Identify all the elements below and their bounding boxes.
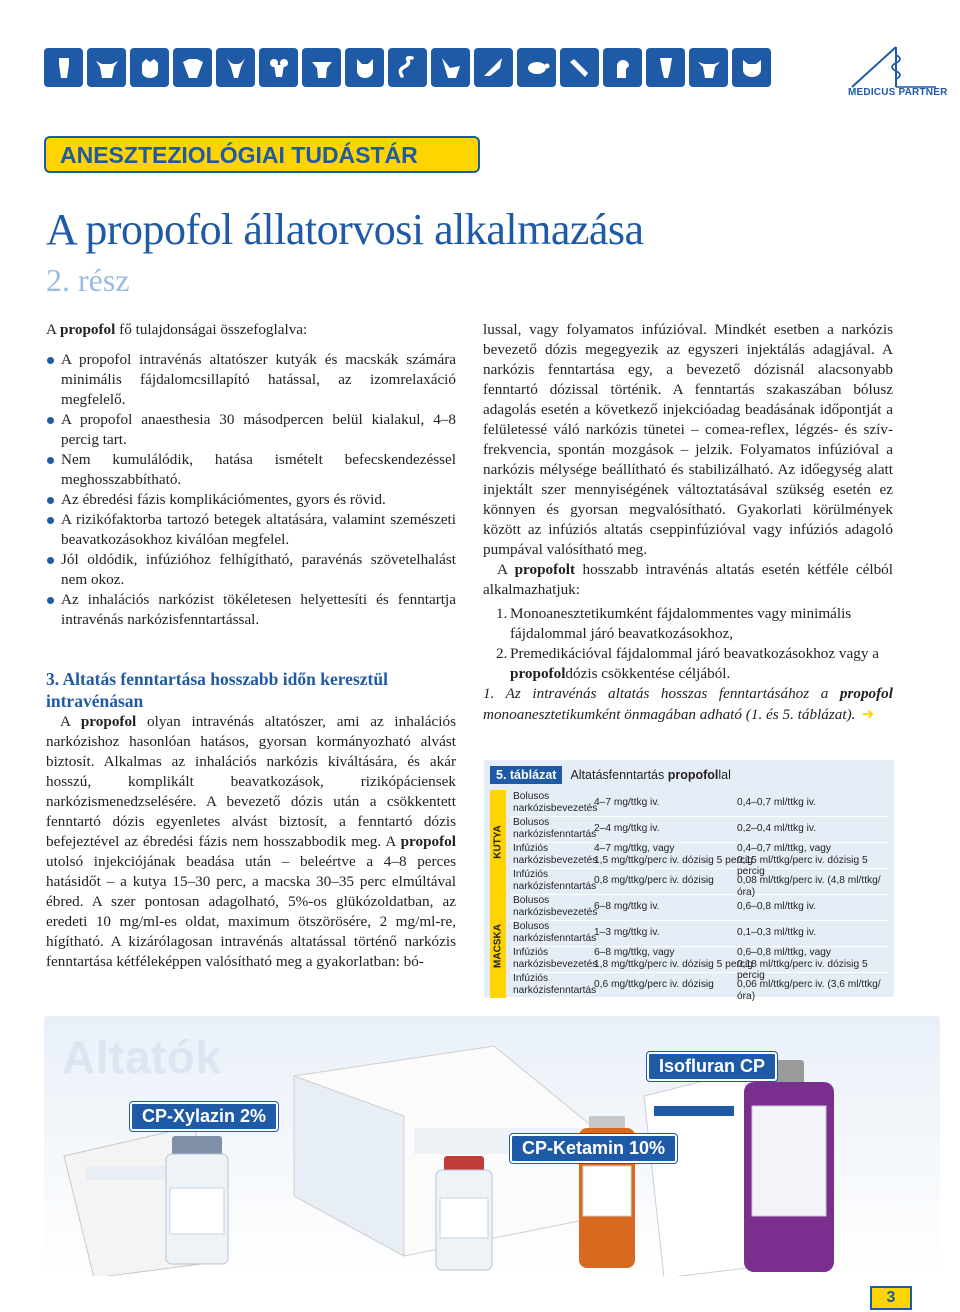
cell-text: Bolusos xyxy=(513,817,550,828)
note-text: monoanesztetikumként önmagában adható (1. és 5. táblázat). xyxy=(483,706,856,723)
cell-text: Infúziós xyxy=(513,947,549,958)
list-item: Jól oldódik, infúzióhoz felhígítható, paravénás szövetelhalást nem okoz. xyxy=(46,550,456,590)
table-number: 5. táblázat xyxy=(490,766,562,784)
snake-icon xyxy=(388,48,427,87)
cell-text: narkózisbevezetés xyxy=(513,854,598,866)
cell-text: 6–8 mg/ttkg, vagy xyxy=(594,947,675,958)
table-cell-type xyxy=(513,791,597,814)
brand-logo xyxy=(848,40,948,100)
body-paragraph: lussal, vagy folyamatos infúzióval. Mindkét esetben a narkózis bevezető dózis megegyezik az egyszeri injektálás adagjával. A narkózis fenntartása egy, a bevezető dózisnál alacsonyabb fenntartó dózissal történik. A fenntartás szakaszában bólusz adagolás esetén a következő injekcióadag beadásának időpontját a felületessé váló narkózis tünetei – comea-reflex, légzés- és szív-frekvencia, spontán mozgások – jelzik. Folyamatos infúzióval a narkózis mélysége beállítható és stabilizálható. Az időegység alatt injektált szer mennyiségének változtatásával szükség esetén ez könnyen és gyorsan megvalósítható. Gyakorlati körülmények között az infúziós altatás cseppinfúzióval vagy infúziós adagoló pumpával valósítható meg. xyxy=(483,321,893,558)
species-text: KUTYA xyxy=(492,825,504,859)
cell-text: Infúziós xyxy=(513,869,549,880)
table-row xyxy=(510,868,888,898)
right-column xyxy=(483,320,893,725)
cell-text: narkózisfenntartás xyxy=(513,828,597,840)
cell-text: Infúziós xyxy=(513,973,549,984)
species-icon-bar xyxy=(44,48,771,87)
table-row xyxy=(510,920,888,947)
table-cell-type xyxy=(513,843,597,866)
cow-head-icon xyxy=(689,48,728,87)
table-cell-volume: 0,6–0,8 ml/ttkg iv. xyxy=(737,901,817,912)
table-cell-dose: 4–7 mg/ttkg iv. xyxy=(594,797,660,808)
cell-text: 0,15 ml/ttkg/perc iv. dózisig 5 percig xyxy=(737,854,868,877)
body-keyword: propofol xyxy=(80,713,137,730)
table-row xyxy=(510,894,888,921)
cell-text: 4–7 mg/ttkg, vagy xyxy=(594,843,675,854)
table-cell-volume: 0,08 ml/ttkg/perc iv. (4,8 ml/ttkg/óra) xyxy=(737,875,881,898)
species-label-cat xyxy=(490,894,506,998)
ferret-icon xyxy=(560,48,599,87)
purpose-list xyxy=(483,604,893,684)
section-heading-text: Altatás fenntartása hosszabb időn keresztül intravénásan xyxy=(46,669,388,711)
cell-text: 0,6–0,8 ml/ttkg, vagy xyxy=(737,947,832,958)
cat-icon xyxy=(345,48,384,87)
list-number: 1. xyxy=(496,605,508,622)
intro-text-rest: fő tulajdonságai összefoglalva: xyxy=(115,321,308,338)
dosage-table-header xyxy=(490,764,731,786)
table-cell-dose xyxy=(594,947,753,970)
cell-text: 1,5 mg/ttkg/perc iv. dózisig 5 percig xyxy=(594,854,753,866)
table-cell-volume: 0,2–0,4 ml/ttkg iv. xyxy=(737,823,817,834)
turtle-icon xyxy=(517,48,556,87)
table-title-text: Altatásfenntartás xyxy=(570,768,668,782)
brand-name: MEDICUS PARTNER xyxy=(848,87,948,98)
intro-text: A xyxy=(46,321,60,338)
cell-text: 0,18 ml/ttkg/perc iv. dózisig 5 percig xyxy=(737,958,868,981)
cow-icon xyxy=(87,48,126,87)
note-keyword: propofol xyxy=(839,685,893,702)
table-cell-dose: 0,8 mg/ttkg/perc iv. dózisig xyxy=(594,875,714,886)
body-paragraph xyxy=(483,560,893,600)
page-number: 3 xyxy=(870,1286,912,1310)
list-number: 2. xyxy=(496,645,508,662)
list-text: dózis csökkentése céljából. xyxy=(565,665,731,682)
cell-text: narkózisbevezetés xyxy=(513,958,598,970)
table-row xyxy=(510,946,888,981)
list-item xyxy=(483,644,893,684)
table-row xyxy=(510,816,888,843)
list-keyword: propofol xyxy=(510,665,566,682)
product-tag-xylazin: CP-Xylazin 2% xyxy=(130,1102,278,1131)
page-subtitle: 2. rész xyxy=(46,262,130,298)
table-cell-type xyxy=(513,895,597,918)
species-text: MACSKA xyxy=(492,924,504,968)
hoof-icon xyxy=(646,48,685,87)
products-illustration xyxy=(44,1016,940,1276)
note-text: 1. Az intravénás altatás hosszas fenntartásához a xyxy=(483,685,840,702)
table-title-text: lal xyxy=(718,768,731,782)
list-text: Monoanesztetikumként fájdalommentes vagy minimális fájdalommal járó beavatkozásokhoz, xyxy=(510,605,852,642)
table-cell-type xyxy=(513,817,596,840)
cell-text: narkózisfenntartás xyxy=(513,880,597,892)
cell-text: Bolusos xyxy=(513,895,550,906)
section-heading-number: 3. xyxy=(46,669,60,689)
pig-icon xyxy=(130,48,169,87)
intro-paragraph xyxy=(46,320,456,340)
list-item: Az ébredési fázis komplikációmentes, gyors és rövid. xyxy=(46,490,456,510)
products-title: Altatók xyxy=(62,1031,222,1083)
parrot-icon xyxy=(603,48,642,87)
table-cell-dose: 2–4 mg/ttkg iv. xyxy=(594,823,660,834)
table-cell-dose xyxy=(594,843,753,866)
cell-text: Bolusos xyxy=(513,921,550,932)
list-item: A rizikófaktorba tartozó betegek altatására, valamint szemészeti beavatkozásokhoz kiválóan megfelel. xyxy=(46,510,456,550)
sheep-icon xyxy=(259,48,298,87)
section-tag-label: ANESZTEZIOLÓGIAI TUDÁSTÁR xyxy=(60,142,418,168)
bird-icon xyxy=(474,48,513,87)
ketamin-vial xyxy=(436,1156,492,1270)
dog-icon xyxy=(173,48,212,87)
body-keyword: propofol xyxy=(400,833,456,850)
products-panel xyxy=(44,1016,940,1276)
table-cell-dose: 6–8 mg/ttkg iv. xyxy=(594,901,660,912)
table-cell-type xyxy=(513,921,596,944)
body-text: hosszabb intravénás altatás esetén kétféle célból alkalmazhatjuk: xyxy=(483,561,893,598)
body-text: A xyxy=(497,561,515,578)
cell-text: narkózisfenntartás xyxy=(513,984,597,996)
list-item: A propofol intravénás altatószer kutyák és macskák számára minimális fájdalomcsillapító hatással, az izomrelaxáció megfelelő. xyxy=(46,350,456,410)
species-label-dog xyxy=(490,790,506,894)
table-title-keyword: propofol xyxy=(667,768,719,782)
table-cell-volume: 0,1–0,3 ml/ttkg iv. xyxy=(737,927,817,938)
cell-text: 1,8 mg/ttkg/perc iv. dózisig 5 percig xyxy=(594,958,753,970)
table-cell-volume: 0,4–0,7 ml/ttkg iv. xyxy=(737,797,817,808)
cell-text: 0,4–0,7 ml/ttkg, vagy xyxy=(737,843,832,854)
table-cell-type xyxy=(513,947,597,970)
table-note xyxy=(483,684,893,725)
body-text: olyan intravénás altatószer, ami az inhalációs narkózishoz hasonlóan hatásos, gyorsan kormányozható alvást biztosít. Alkalmas az inhalációs narkózis kiváltására, és akár hosszú, komplikált beavatkozások, rizikópáciensek narkózismenedzselésére. A bevezető dózis után a csökkentett fenntartó dózis egyenletes alvást biztosít, a fenntartó dózis befejeztével az ébredési fázis nem hosszabbodik meg. A xyxy=(46,713,456,850)
cell-text: narkózisbevezetés xyxy=(513,906,598,918)
property-list xyxy=(46,350,456,630)
xylazin-vial xyxy=(166,1136,228,1264)
cattle-icon xyxy=(302,48,341,87)
page-title: A propofol állatorvosi alkalmazása xyxy=(46,205,644,254)
list-text: Premedikációval fájdalommal járó beavatkozásokhoz vagy a xyxy=(510,645,879,662)
left-column xyxy=(46,320,456,972)
intro-keyword: propofol xyxy=(59,321,116,338)
product-tag-ketamin: CP-Ketamin 10% xyxy=(510,1134,677,1163)
rabbit-icon xyxy=(431,48,470,87)
table-cell-type xyxy=(513,973,596,996)
table-title xyxy=(570,768,730,782)
cell-text: Infúziós xyxy=(513,843,549,854)
cell-text: narkózisfenntartás xyxy=(513,932,597,944)
table-cell-volume: 0,06 ml/ttkg/perc iv. (3,6 ml/ttkg/óra) xyxy=(737,979,881,1002)
table-cell-dose: 1–3 mg/ttkg iv. xyxy=(594,927,660,938)
list-item: Az inhalációs narkózist tökéletesen helyettesíti és fenntartja intravénás narkózisfenntartással. xyxy=(46,590,456,630)
list-item: A propofol anaesthesia 30 másodpercen belül kialakul, 4–8 percig tart. xyxy=(46,410,456,450)
list-item: Nem kumulálódik, hatása ismételt befecskendezéssel meghosszabbítható. xyxy=(46,450,456,490)
section-heading xyxy=(46,668,456,712)
table-row xyxy=(510,842,888,877)
body-keyword: propofolt xyxy=(514,561,576,578)
pig-head-icon xyxy=(732,48,771,87)
product-tag-isofluran: Isofluran CP xyxy=(647,1052,777,1081)
cell-text: narkózisbevezetés xyxy=(513,802,598,814)
body-paragraph xyxy=(46,712,456,972)
goat-icon xyxy=(216,48,255,87)
body-text: utolsó injekciójának beadása után – beleértve a 4–8 perces hatásidőt – a kutya 15–30 perc, a macska 30–35 perc elmúltával ébred. A szer pontosan adagolható, 5%-os glükózoldatban, az eredeti 10 mg/ml-es oldat, maximum ötszörösére, 2 mg/ml-re, hígítható. A kizárólagosan intravénás altatással történő narkózis fenntartása kétféleképpen valósítható meg a gyakorlatban: bó- xyxy=(46,853,456,970)
table-row xyxy=(510,972,888,1002)
caduceus-icon xyxy=(850,45,936,89)
body-text: A xyxy=(60,713,81,730)
list-item xyxy=(483,604,893,644)
table-cell-dose: 0,6 mg/ttkg/perc iv. dózisig xyxy=(594,979,714,990)
horse-icon xyxy=(44,48,83,87)
section-tag xyxy=(44,136,480,173)
isofluran-bottle xyxy=(744,1060,834,1272)
arrow-right-icon: ➜ xyxy=(861,705,875,723)
cell-text: Bolusos xyxy=(513,791,550,802)
table-cell-type xyxy=(513,869,596,892)
table-row xyxy=(510,790,888,817)
